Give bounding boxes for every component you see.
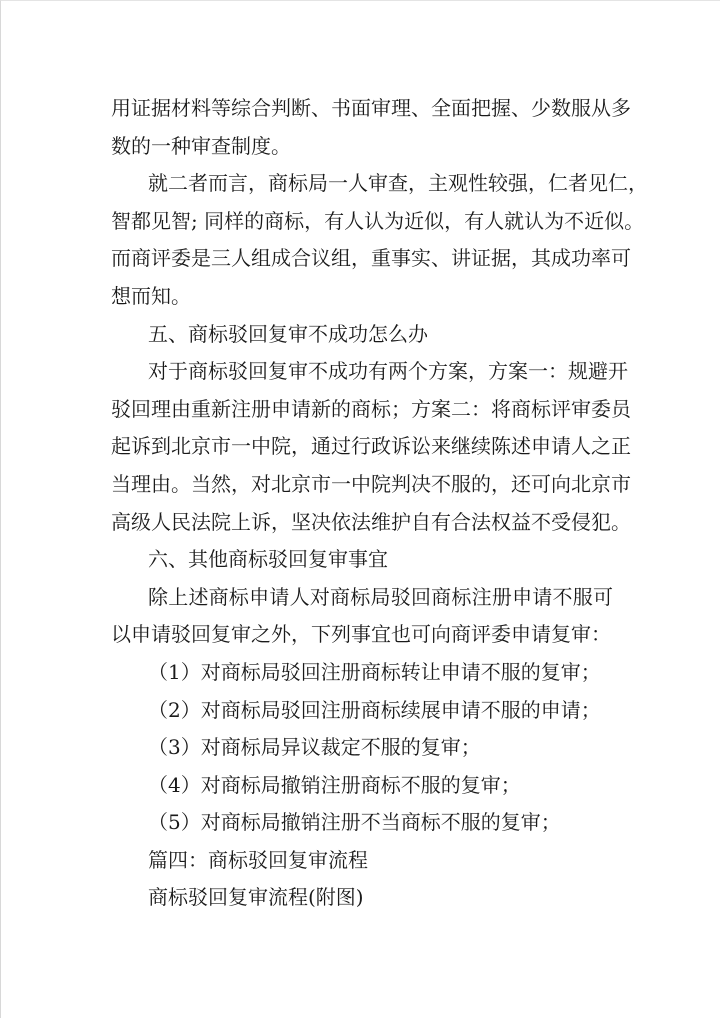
text-line: （5）对商标局撤销注册不当商标不服的复审；: [148, 810, 561, 835]
text-line: 商标驳回复审流程(附图): [148, 885, 364, 910]
text-line: 就二者而言，商标局一人审查，主观性较强，仁者见仁，: [148, 171, 648, 196]
text-line: 五、商标驳回复审不成功怎么办: [148, 321, 428, 346]
text-line: 除上述商标申请人对商标局驳回商标注册申请不服可: [148, 584, 613, 609]
text-line: 以申请驳回复审之外，下列事宜也可向商评委申请复审：: [111, 622, 611, 647]
text-line: 当理由。当然，对北京市一中院判决不服的，还可向北京市: [111, 471, 631, 496]
text-line: 数的一种审查制度。: [111, 133, 291, 158]
text-line: （4）对商标局撤销注册商标不服的复审；: [148, 772, 521, 797]
text-line: 驳回理由重新注册申请新的商标；方案二：将商标评审委员: [111, 396, 631, 421]
text-line: 对于商标驳回复审不成功有两个方案，方案一：规避开: [148, 359, 628, 384]
text-line: 智都见智; 同样的商标，有人认为近似，有人就认为不近似。: [111, 208, 645, 233]
text-line: 篇四：商标驳回复审流程: [148, 847, 368, 872]
text-line: （2）对商标局驳回注册商标续展申请不服的申请；: [148, 697, 601, 722]
text-line: 高级人民法院上诉，坚决依法维护自有合法权益不受侵犯。: [111, 509, 631, 534]
text-line: 想而知。: [111, 283, 191, 308]
text-line: （1）对商标局驳回注册商标转让申请不服的复审；: [148, 659, 601, 684]
text-line: 六、其他商标驳回复审事宜: [148, 547, 388, 572]
text-line: 而商评委是三人组成合议组，重事实、讲证据，其成功率可: [111, 246, 631, 271]
text-line: 用证据材料等综合判断、书面审理、全面把握、少数服从多: [111, 96, 631, 120]
text-line: 起诉到北京市一中院，通过行政诉讼来继续陈述申请人之正: [111, 434, 631, 459]
document-body: [111, 90, 648, 917]
text-line: （3）对商标局异议裁定不服的复审；: [148, 735, 481, 760]
